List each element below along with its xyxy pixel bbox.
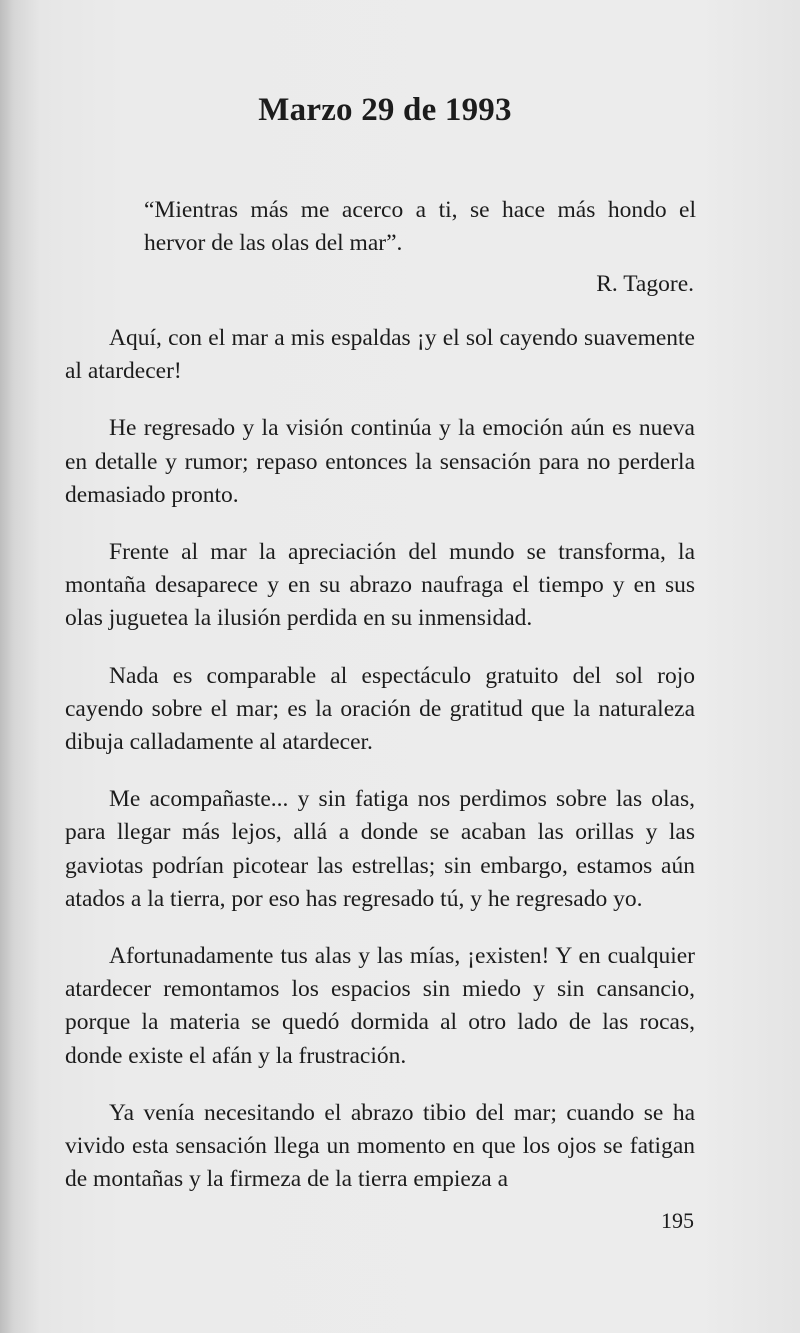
paragraph: Afortunadamente tus alas y las mías, ¡existen! Y en cualquier atardecer remontamos los espacios sin miedo y sin cansancio, porque la materia se quedó dormida al otro lado de las rocas, donde existe el afán y la frustración. — [65, 943, 695, 1069]
epigraph-author: R. Tagore. — [596, 271, 694, 297]
paragraph: He regresado y la visión continúa y la emoción aún es nueva en detalle y rumor; repaso entonces la sensación para no perderla demasiado pronto. — [65, 415, 695, 508]
paragraph: Aquí, con el mar a mis espaldas ¡y el sol cayendo suavemente al atardecer! — [65, 325, 695, 385]
page-title: Marzo 29 de 1993 — [258, 92, 512, 128]
paragraph: Ya venía necesitando el abrazo tibio del mar; cuando se ha vivido esta sensación llega un momento en que los ojos se fatigan de montañas y la firmeza de la tierra empieza a — [65, 1099, 695, 1193]
paragraph: Me acompañaste... y sin fatiga nos perdimos sobre las olas, para llegar más lejos, allá a donde se acaban las orillas y las gaviotas podrían picotear las estrellas; sin embargo, estamos aún atados a la tierra, por eso has regresado tú, y he regresado yo. — [65, 786, 695, 912]
paragraph: Frente al mar la apreciación del mundo se transforma, la montaña desaparece y en su abrazo naufraga el tiempo y en sus olas juguetea la ilusión perdida en su inmensidad. — [65, 539, 695, 632]
page-number: 195 — [661, 1208, 694, 1233]
epigraph-quote: “Mientras más me acerco a ti, se hace más hondo el hervor de las olas del mar”. — [144, 197, 696, 256]
body-text — [65, 322, 695, 1220]
paragraph: Nada es comparable al espectáculo gratuito del sol rojo cayendo sobre el mar; es la oración de gratitud que la naturaleza dibuja calladamente al atardecer. — [65, 662, 695, 756]
